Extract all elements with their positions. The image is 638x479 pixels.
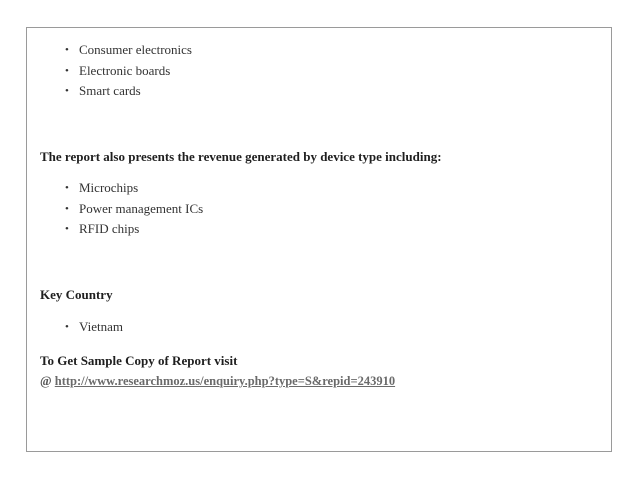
list-item bbox=[65, 219, 203, 240]
list-item-label: Electronic boards bbox=[79, 62, 171, 78]
list-item bbox=[65, 317, 123, 338]
list-item-label: Consumer electronics bbox=[79, 42, 192, 57]
sample-link-line bbox=[40, 374, 395, 389]
list-item bbox=[65, 40, 192, 61]
device-type-heading: The report also presents the revenue generated by device type including: bbox=[40, 149, 442, 164]
list-item-label: RFID chips bbox=[79, 221, 140, 236]
bullet-icon: • bbox=[65, 44, 69, 56]
application-list bbox=[65, 40, 192, 102]
bullet-icon: • bbox=[65, 223, 69, 235]
at-prefix: @ bbox=[40, 374, 52, 388]
key-country-heading: Key Country bbox=[40, 287, 113, 302]
list-item bbox=[65, 81, 192, 102]
device-type-list bbox=[65, 178, 203, 240]
bullet-icon: • bbox=[65, 85, 69, 97]
sample-report-link[interactable]: http://www.researchmoz.us/enquiry.php?type=S&repid=243910 bbox=[54, 374, 396, 388]
bullet-icon: • bbox=[65, 182, 69, 194]
list-item bbox=[65, 61, 192, 82]
list-item bbox=[65, 199, 203, 220]
list-item-label: Smart cards bbox=[79, 83, 141, 98]
list-item-label: Vietnam bbox=[79, 319, 123, 334]
list-item bbox=[65, 178, 203, 199]
country-list bbox=[65, 317, 123, 338]
bullet-icon: • bbox=[65, 321, 69, 333]
document-page bbox=[26, 27, 612, 452]
list-item-label: Microchips bbox=[79, 180, 139, 195]
bullet-icon: • bbox=[65, 64, 69, 77]
list-item-label: Power management ICs bbox=[79, 200, 204, 216]
sample-heading: To Get Sample Copy of Report visit bbox=[40, 353, 238, 368]
bullet-icon: • bbox=[65, 202, 69, 215]
